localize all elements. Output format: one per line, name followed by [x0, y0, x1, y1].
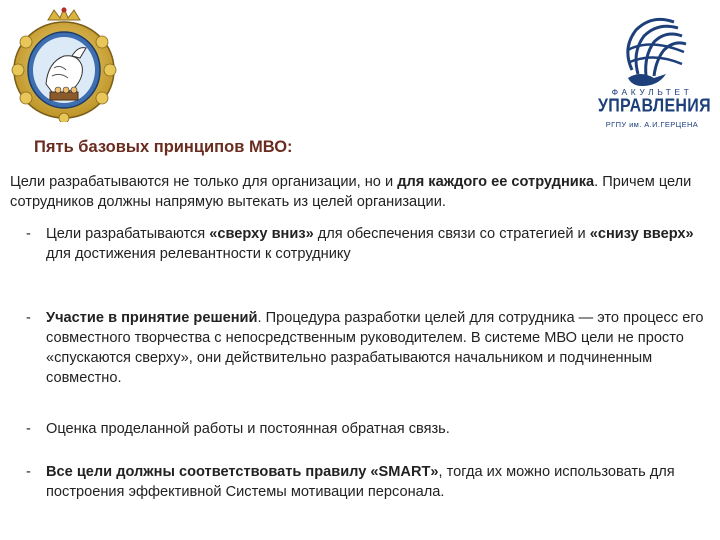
university-emblem — [8, 6, 120, 122]
bullet-dash: - — [26, 464, 31, 480]
intro-paragraph — [10, 172, 710, 212]
bullet-text: Оценка проделанной работы и постоянная обратная связь. — [46, 421, 450, 437]
university-name: РГПУ им. А.И.ГЕРЦЕНА — [605, 120, 699, 129]
bullet-4-bold: Все цели должны соответствовать правилу «SMART» — [46, 464, 439, 480]
list-item — [10, 419, 710, 439]
faculty-logo — [592, 8, 712, 136]
bullet-4-text: , тогда их можно использовать для построения эффективной Системы мотивации персонала. — [46, 464, 675, 500]
bullet-1-bold-2: «снизу вверх» — [589, 226, 694, 242]
list-item — [10, 308, 710, 388]
bullet-text — [46, 224, 710, 264]
bullet-dash: - — [26, 310, 31, 326]
pelican-emblem-icon — [8, 6, 120, 122]
intro-text-2: . Причем цели сотрудников должны напрямую вытекать из целей организации. — [10, 174, 692, 210]
bullet-text — [46, 308, 710, 388]
bullet-2-bold: Участие в принятие решений — [46, 310, 258, 326]
bullet-1-text-c: для обеспечения связи со стратегией и — [313, 226, 590, 242]
globe-hand-icon — [592, 8, 712, 88]
bullet-1-bold-1: «сверху вниз» — [209, 226, 314, 242]
list-item — [10, 224, 710, 264]
bullet-1-text-d: для достижения релевантности к сотруднику — [46, 246, 351, 262]
intro-bold: для каждого ее сотрудника — [397, 174, 595, 190]
bullet-text — [46, 462, 710, 502]
faculty-name: УПРАВЛЕНИЯ — [598, 96, 711, 117]
bullet-1-text-a: Цели разрабатываются — [46, 226, 210, 242]
faculty-label: ФАКУЛЬТЕТ — [611, 87, 693, 97]
list-item — [10, 462, 710, 502]
intro-text-1: Цели разрабатываются не только для организации, но и — [10, 174, 398, 190]
bullet-2-text: . Процедура разработки целей для сотрудника — это процесс его совместного творчества с непосредственным руководителем. В системе МВО цели не просто «спускаются сверху», они действительно разрабатываются начальником и подчиненным совместно. — [46, 310, 704, 386]
page-title: Пять базовых принципов МВО: — [34, 138, 293, 156]
bullet-dash: - — [26, 226, 31, 242]
bullet-dash: - — [26, 421, 31, 437]
